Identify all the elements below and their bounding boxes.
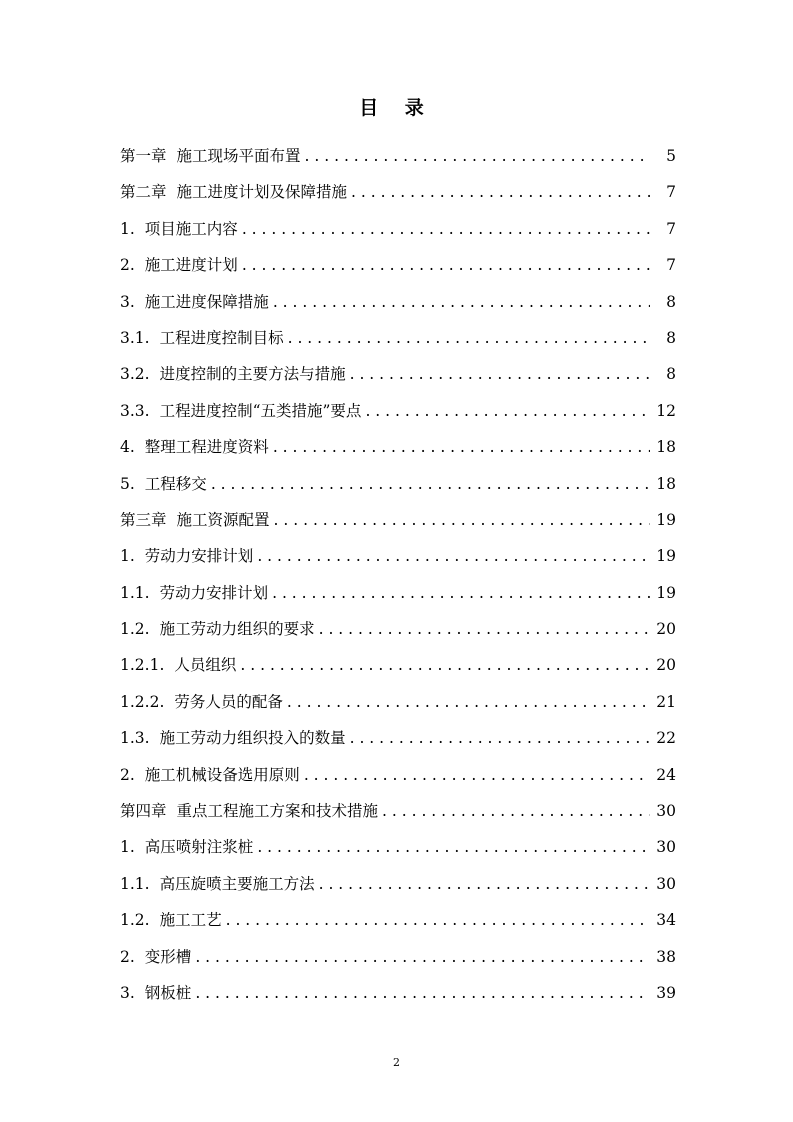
toc-entry-page: 39 bbox=[656, 983, 676, 1002]
toc-entry[interactable] bbox=[120, 142, 676, 178]
toc-dot-leader bbox=[319, 870, 650, 898]
toc-entry-title: 工程进度控制“五类措施”要点 bbox=[159, 401, 362, 420]
toc-dot-leader bbox=[195, 979, 650, 1007]
toc-entry-title: 高压喷射注浆桩 bbox=[144, 838, 254, 857]
toc-entry[interactable] bbox=[120, 178, 676, 214]
toc-entry-number: 1.3. bbox=[120, 729, 150, 748]
toc-dot-leader bbox=[304, 761, 650, 789]
toc-entry[interactable] bbox=[120, 579, 676, 615]
toc-entry[interactable] bbox=[120, 215, 676, 251]
toc-entry-number: 3.2. bbox=[120, 365, 150, 384]
toc-entry[interactable] bbox=[120, 615, 676, 651]
toc-dot-leader bbox=[382, 797, 650, 825]
toc-entry[interactable] bbox=[120, 906, 676, 942]
toc-entry[interactable] bbox=[120, 506, 676, 542]
toc-entry[interactable] bbox=[120, 979, 676, 1015]
toc-entry-title: 整理工程进度资料 bbox=[144, 438, 269, 457]
toc-entry-page: 22 bbox=[656, 729, 676, 748]
toc-dot-leader bbox=[257, 542, 650, 570]
toc-entry-number: 1.2.2. bbox=[120, 692, 165, 711]
toc-dot-leader bbox=[288, 324, 650, 352]
toc-entry[interactable] bbox=[120, 724, 676, 760]
toc-entry-page: 19 bbox=[656, 510, 676, 529]
toc-entry-title: 施工进度计划及保障措施 bbox=[176, 183, 348, 202]
toc-entry-page: 7 bbox=[666, 256, 676, 275]
toc-entry-page: 20 bbox=[656, 620, 676, 639]
toc-entry-number: 3. bbox=[120, 983, 135, 1002]
toc-entry-title: 劳动力安排计划 bbox=[144, 547, 254, 566]
toc-entry-title: 钢板桩 bbox=[144, 983, 192, 1002]
toc-entry-page: 5 bbox=[666, 147, 676, 165]
toc-dot-leader bbox=[305, 142, 650, 170]
toc-entry-number: 4. bbox=[120, 438, 135, 457]
toc-entry-page: 30 bbox=[656, 802, 676, 821]
toc-entry[interactable] bbox=[120, 651, 676, 687]
toc-entry-page: 18 bbox=[656, 438, 676, 457]
toc-dot-leader bbox=[240, 651, 650, 679]
toc-entry-title: 高压旋喷主要施工方法 bbox=[159, 874, 315, 893]
toc-entry-page: 20 bbox=[656, 656, 676, 675]
toc-entry-number: 第三章 bbox=[120, 510, 167, 529]
toc-entry-page: 7 bbox=[666, 219, 676, 238]
toc-dot-leader bbox=[351, 178, 650, 206]
toc-dot-leader bbox=[273, 433, 650, 461]
toc-entry-title: 工程进度控制目标 bbox=[159, 328, 284, 347]
toc-entry-title: 劳务人员的配备 bbox=[174, 692, 283, 711]
toc-entry-page: 30 bbox=[656, 874, 676, 893]
toc-entry-title: 施工工艺 bbox=[159, 911, 222, 930]
toc-dot-leader bbox=[319, 615, 650, 643]
toc-entry-page: 24 bbox=[656, 765, 676, 784]
page-number: 2 bbox=[393, 1056, 400, 1069]
toc-entry-number: 第一章 bbox=[120, 147, 167, 165]
toc-dot-leader bbox=[257, 833, 650, 861]
toc-entry[interactable] bbox=[120, 470, 676, 506]
toc-entry[interactable] bbox=[120, 688, 676, 724]
toc-entry-title: 施工进度保障措施 bbox=[144, 292, 269, 311]
toc-entry-number: 1. bbox=[120, 547, 135, 566]
toc-entry-number: 5. bbox=[120, 474, 135, 493]
toc-entry-title: 进度控制的主要方法与措施 bbox=[159, 365, 346, 384]
toc-entry-page: 21 bbox=[656, 692, 676, 711]
toc-entry[interactable] bbox=[120, 943, 676, 979]
toc-entry-title: 人员组织 bbox=[174, 656, 237, 675]
toc-entry-page: 19 bbox=[656, 547, 676, 566]
toc-list bbox=[120, 142, 676, 1015]
toc-entry-title: 施工现场平面布置 bbox=[176, 147, 301, 165]
toc-entry-title: 工程移交 bbox=[144, 474, 207, 493]
toc-entry-page: 18 bbox=[656, 474, 676, 493]
toc-entry-number: 1.2.1. bbox=[120, 656, 165, 675]
toc-entry-page: 19 bbox=[656, 583, 676, 602]
toc-entry[interactable] bbox=[120, 833, 676, 869]
toc-entry[interactable] bbox=[120, 542, 676, 578]
toc-entry-page: 8 bbox=[666, 292, 676, 311]
toc-entry-page: 30 bbox=[656, 838, 676, 857]
toc-entry-page: 8 bbox=[666, 365, 676, 384]
toc-dot-leader bbox=[272, 579, 650, 607]
toc-title: 目 录 bbox=[359, 97, 434, 119]
toc-dot-leader bbox=[287, 688, 650, 716]
toc-dot-leader bbox=[226, 906, 650, 934]
toc-entry-number: 1.1. bbox=[120, 583, 150, 602]
toc-entry-title: 施工劳动力组织投入的数量 bbox=[159, 729, 346, 748]
toc-entry[interactable] bbox=[120, 360, 676, 396]
toc-entry-page: 8 bbox=[666, 328, 676, 347]
toc-entry[interactable] bbox=[120, 288, 676, 324]
toc-entry[interactable] bbox=[120, 433, 676, 469]
toc-entry-number: 1.2. bbox=[120, 620, 150, 639]
toc-entry-number: 1. bbox=[120, 838, 135, 857]
toc-entry-page: 7 bbox=[666, 183, 676, 202]
toc-entry-number: 第四章 bbox=[120, 802, 167, 821]
toc-entry-page: 12 bbox=[656, 401, 676, 420]
toc-entry-title: 施工资源配置 bbox=[176, 510, 270, 529]
toc-dot-leader bbox=[242, 215, 650, 243]
toc-entry[interactable] bbox=[120, 251, 676, 287]
toc-entry-title: 重点工程施工方案和技术措施 bbox=[176, 802, 379, 821]
toc-dot-leader bbox=[350, 360, 650, 388]
toc-entry-page: 38 bbox=[656, 947, 676, 966]
toc-dot-leader bbox=[273, 288, 650, 316]
toc-entry-number: 第二章 bbox=[120, 183, 167, 202]
toc-entry-page: 34 bbox=[656, 911, 676, 930]
toc-entry-number: 1.1. bbox=[120, 874, 150, 893]
toc-entry-title: 施工劳动力组织的要求 bbox=[159, 620, 315, 639]
toc-entry-number: 2. bbox=[120, 256, 135, 275]
toc-entry-title: 劳动力安排计划 bbox=[159, 583, 269, 602]
toc-entry-number: 3.1. bbox=[120, 328, 150, 347]
toc-entry-number: 3.3. bbox=[120, 401, 150, 420]
toc-entry-number: 2. bbox=[120, 947, 135, 966]
toc-dot-leader bbox=[350, 724, 650, 752]
toc-entry[interactable] bbox=[120, 324, 676, 360]
toc-entry-number: 2. bbox=[120, 765, 135, 784]
toc-entry[interactable] bbox=[120, 870, 676, 906]
toc-entry[interactable] bbox=[120, 797, 676, 833]
toc-entry[interactable] bbox=[120, 397, 676, 433]
toc-entry-number: 3. bbox=[120, 292, 135, 311]
toc-dot-leader bbox=[195, 943, 650, 971]
toc-dot-leader bbox=[274, 506, 650, 534]
toc-entry-number: 1. bbox=[120, 219, 135, 238]
toc-dot-leader bbox=[242, 251, 650, 279]
toc-entry-number: 1.2. bbox=[120, 911, 150, 930]
toc-entry-title: 项目施工内容 bbox=[144, 219, 238, 238]
toc-entry[interactable] bbox=[120, 761, 676, 797]
toc-dot-leader bbox=[211, 470, 650, 498]
toc-dot-leader bbox=[365, 397, 650, 425]
toc-entry-title: 施工进度计划 bbox=[144, 256, 238, 275]
toc-entry-title: 变形槽 bbox=[144, 947, 192, 966]
toc-entry-title: 施工机械设备选用原则 bbox=[144, 765, 300, 784]
